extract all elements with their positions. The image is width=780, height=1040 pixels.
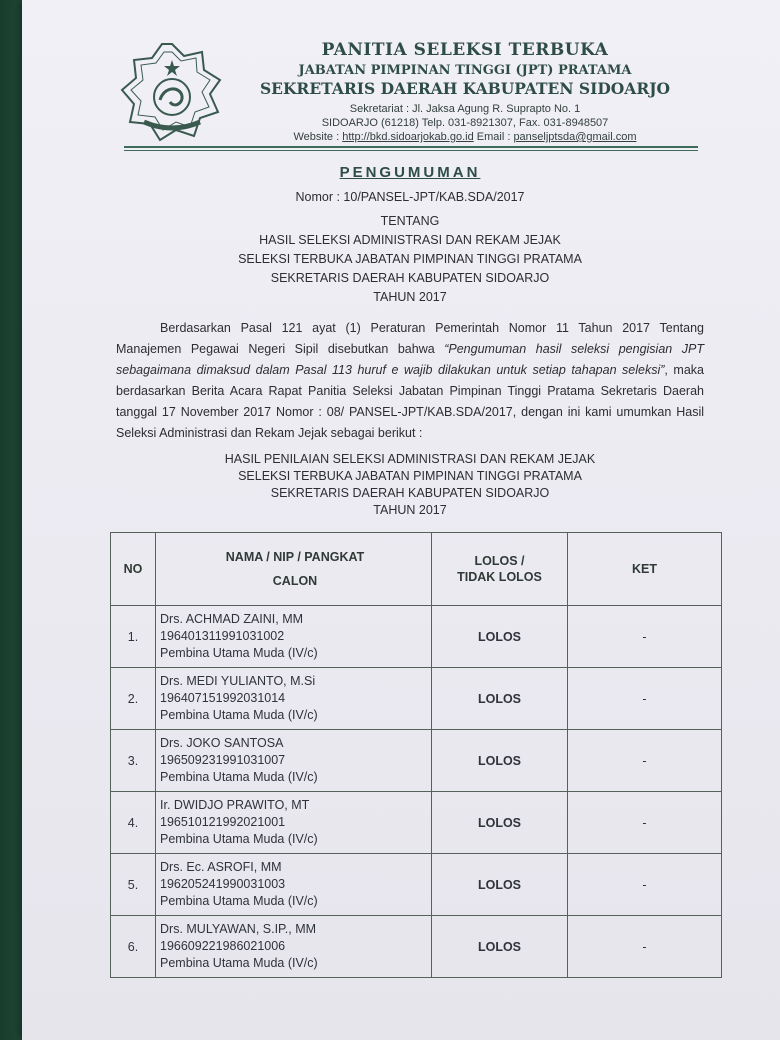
- candidate-nip: 196401311991031002: [160, 629, 285, 643]
- subject-line: TENTANG: [380, 214, 440, 228]
- table-row: [111, 792, 722, 854]
- table-row: [111, 854, 722, 916]
- remarks-cell: -: [568, 792, 722, 854]
- candidate-rank: Pembina Utama Muda (IV/c): [160, 894, 318, 908]
- remarks-cell: -: [568, 606, 722, 668]
- position-name: JABATAN PIMPINAN TINGGI (JPT) PRATAMA: [298, 63, 632, 78]
- candidate-name: Drs. JOKO SANTOSA: [160, 736, 284, 750]
- announcement-heading: PENGUMUMAN: [339, 164, 481, 181]
- document-number: Nomor : 10/PANSEL-JPT/KAB.SDA/2017: [295, 190, 525, 204]
- table-title-line: HASIL PENILAIAN SELEKSI ADMINISTRASI DAN REKAM JEJAK: [224, 452, 596, 466]
- sidoarjo-emblem-icon: [120, 42, 224, 142]
- header-status-line: LOLOS /: [474, 554, 525, 568]
- subject-line: SEKRETARIS DAERAH KABUPATEN SIDOARJO: [270, 271, 550, 285]
- candidate-nip: 196407151992031014: [160, 691, 286, 705]
- paragraph-text: , maka berdasarkan Berita Acara Rapat Panitia Seleksi Jabatan Pimpinan Tinggi Pratama Sekretaris Daerah tanggal 17 November 2017 Nomor : 08/ PANSEL-JPT/KAB.SDA/2017, dengan ini kami umumkan Hasil Seleksi Administrasi dan Rekam Jejak sebagai berikut :: [116, 363, 704, 440]
- candidate-rank: Pembina Utama Muda (IV/c): [160, 956, 318, 970]
- candidate-cell: [156, 606, 432, 668]
- candidate-nip: 196510121992021001: [160, 815, 286, 829]
- status-cell: LOLOS: [432, 916, 568, 978]
- status-cell: LOLOS: [432, 730, 568, 792]
- address-line: Sekretariat : Jl. Jaksa Agung R. Suprapto No. 1: [349, 103, 581, 115]
- candidate-rank: Pembina Utama Muda (IV/c): [160, 646, 318, 660]
- candidate-name: Ir. DWIDJO PRAWITO, MT: [160, 798, 310, 812]
- letterhead: [110, 38, 710, 150]
- header-divider-thin: [124, 150, 698, 151]
- subject-line: SELEKSI TERBUKA JABATAN PIMPINAN TINGGI PRATAMA: [238, 252, 582, 266]
- header-name-line: NAMA / NIP / PANGKAT: [225, 550, 365, 564]
- candidate-nip: 196609221986021006: [160, 939, 286, 953]
- table-title-line: SELEKSI TERBUKA JABATAN PIMPINAN TINGGI PRATAMA: [238, 469, 582, 483]
- candidate-rank: Pembina Utama Muda (IV/c): [160, 832, 318, 846]
- candidate-name: Drs. ACHMAD ZAINI, MM: [160, 612, 304, 626]
- candidate-cell: [156, 792, 432, 854]
- candidate-rank: Pembina Utama Muda (IV/c): [160, 708, 318, 722]
- header-status-line: TIDAK LOLOS: [457, 570, 542, 584]
- status-cell: LOLOS: [432, 668, 568, 730]
- table-row: [111, 606, 722, 668]
- subject-line: HASIL SELEKSI ADMINISTRASI DAN REKAM JEJAK: [259, 233, 561, 247]
- candidate-cell: [156, 730, 432, 792]
- committee-name: PANITIA SELEKSI TERBUKA: [321, 40, 609, 60]
- status-cell: LOLOS: [432, 792, 568, 854]
- row-number: 1.: [111, 606, 156, 668]
- table-title: [120, 451, 700, 519]
- table-row: [111, 668, 722, 730]
- results-table: [110, 532, 722, 978]
- paragraph-text: Berdasarkan Pasal 121 ayat (1) Peraturan Pemerintah Nomor 11 Tahun 2017 Tentang Manajemen Pegawai Negeri Sipil disebutkan bahwa: [116, 321, 704, 356]
- header-name-line: CALON: [272, 574, 318, 588]
- subject-block: [120, 212, 700, 307]
- row-number: 2.: [111, 668, 156, 730]
- email-link[interactable]: panseljptsda@gmail.com: [513, 131, 637, 143]
- status-cell: LOLOS: [432, 606, 568, 668]
- header-status: [432, 533, 568, 606]
- remarks-cell: -: [568, 668, 722, 730]
- candidate-name: Drs. MEDI YULIANTO, M.Si: [160, 674, 316, 688]
- status-cell: LOLOS: [432, 854, 568, 916]
- candidate-name: Drs. Ec. ASROFI, MM: [160, 860, 282, 874]
- subject-line: TAHUN 2017: [373, 290, 447, 304]
- row-number: 3.: [111, 730, 156, 792]
- candidate-nip: 196509231991031007: [160, 753, 286, 767]
- remarks-cell: -: [568, 730, 722, 792]
- candidate-name: Drs. MULYAWAN, S.IP., MM: [160, 922, 317, 936]
- remarks-cell: -: [568, 916, 722, 978]
- remarks-cell: -: [568, 854, 722, 916]
- table-title-line: TAHUN 2017: [373, 503, 447, 517]
- candidate-cell: [156, 916, 432, 978]
- body-paragraph: [116, 318, 704, 444]
- letterhead-text: [240, 40, 690, 144]
- table-title-line: SEKRETARIS DAERAH KABUPATEN SIDOARJO: [270, 486, 550, 500]
- row-number: 5.: [111, 854, 156, 916]
- candidate-nip: 196205241990031003: [160, 877, 286, 891]
- quoted-regulation: “Pengumuman hasil seleksi pengisian JPT sebagaimana dimaksud dalam Pasal 113 huruf e wajib dilakukan untuk setiap tahapan seleksi”: [116, 342, 704, 377]
- header-no: NO: [111, 533, 156, 606]
- region-name: SEKRETARIS DAERAH KABUPATEN SIDOARJO: [259, 79, 671, 98]
- email-label: Email :: [473, 131, 514, 143]
- header-divider: [124, 146, 698, 148]
- contact-line: SIDOARJO (61218) Telp. 031-8921307, Fax. 031-8948507: [321, 117, 609, 129]
- candidate-cell: [156, 668, 432, 730]
- table-row: [111, 730, 722, 792]
- web-email-line: [240, 130, 690, 144]
- candidate-cell: [156, 854, 432, 916]
- address-block: [240, 102, 690, 144]
- website-link[interactable]: http://bkd.sidoarjokab.go.id: [342, 131, 474, 143]
- table-header-row: [111, 533, 722, 606]
- header-remarks: KET: [568, 533, 722, 606]
- candidate-rank: Pembina Utama Muda (IV/c): [160, 770, 318, 784]
- website-label: Website :: [293, 131, 343, 143]
- row-number: 4.: [111, 792, 156, 854]
- header-name: [156, 533, 432, 606]
- row-number: 6.: [111, 916, 156, 978]
- table-row: [111, 916, 722, 978]
